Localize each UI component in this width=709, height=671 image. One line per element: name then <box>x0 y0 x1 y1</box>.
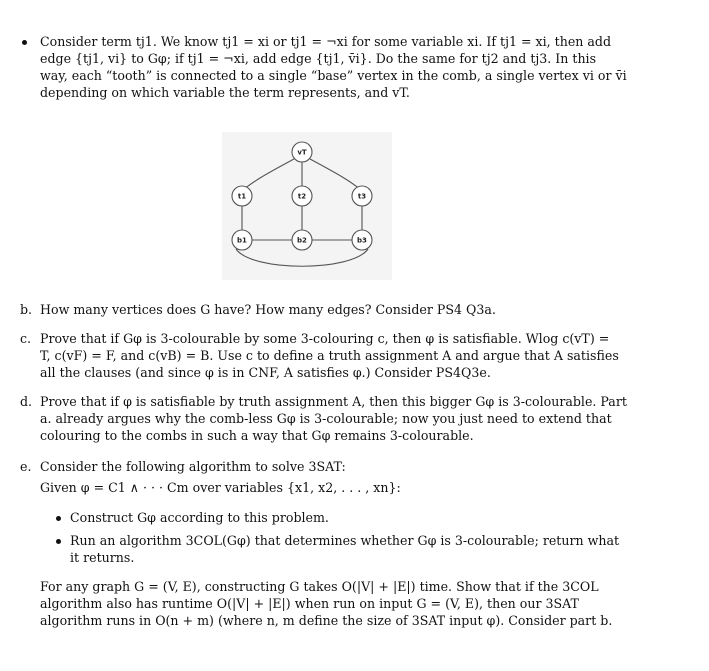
step-2-line-2: it returns. <box>70 550 135 565</box>
item-d-text <box>40 393 627 444</box>
step-2-line-1: Run an algorithm 3COL(Gφ) that determines whether Gφ is 3-colourable; return what <box>70 533 620 548</box>
item-c-line-2: T, c(vF) = F, and c(vB) = B. Use c to define a truth assignment A and argue that A satisfies <box>40 348 619 363</box>
item-b-line-1: How many vertices does G have? How many edges? Consider PS4 Q3a. <box>40 302 496 317</box>
intro-line-4: depending on which variable the term represents, and vT. <box>40 85 410 100</box>
item-c-line-1: Prove that if Gφ is 3-colourable by some 3-colouring c, then φ is satisfiable. Wlog c(vT) = <box>40 331 610 346</box>
vertex-t1-label: t1 <box>237 192 247 201</box>
vertex-t3-label: t3 <box>357 192 367 201</box>
item-e-line-1: Consider the following algorithm to solve 3SAT: <box>40 459 346 474</box>
item-b-text <box>40 301 496 318</box>
intro-paragraph <box>40 33 627 101</box>
closing-paragraph <box>40 578 612 629</box>
vertex-b3-label: b3 <box>357 236 367 245</box>
comb-graph-figure <box>222 132 392 280</box>
vertex-vT-label: vT <box>297 148 307 157</box>
item-e-line-2: Given φ = C1 ∧ · · · Cm over variables {x1, x2, . . . , xn}: <box>40 480 401 495</box>
item-c-text <box>40 330 619 381</box>
item-d-line-2: a. already argues why the comb-less Gφ is 3-colourable; now you just need to extend that <box>40 411 612 426</box>
step-1-text <box>70 509 329 526</box>
item-d-label: d. <box>20 394 33 409</box>
item-b-label: b. <box>20 302 33 317</box>
step-1-bullet <box>56 516 61 521</box>
vertex-b1-label: b1 <box>237 236 247 245</box>
intro-line-1: Consider term tj1. We know tj1 = xi or tj1 = ¬xi for some variable xi. If tj1 = xi, then add <box>40 34 612 49</box>
step-2-bullet <box>56 539 61 544</box>
step-2-text <box>70 532 619 566</box>
item-c-line-3: all the clauses (and since φ is in CNF, A satisfies φ.) Consider PS4Q3e. <box>40 365 491 380</box>
item-e-label: e. <box>20 459 32 474</box>
closing-line-3: algorithm runs in O(n + m) (where n, m define the size of 3SAT input φ). Consider part b. <box>40 613 613 628</box>
intro-bullet <box>22 40 27 45</box>
intro-line-3: way, each “tooth” is connected to a single “base” vertex in the comb, a single vertex vi or v̄i <box>40 68 627 83</box>
intro-line-2: edge {tj1, vi} to Gφ; if tj1 = ¬xi, add edge {tj1, v̄i}. Do the same for tj2 and tj3. In this <box>40 51 597 66</box>
item-e-text <box>40 458 401 496</box>
closing-line-1: For any graph G = (V, E), constructing G takes O(|V| + |E|) time. Show that if the 3COL <box>40 579 599 594</box>
item-d-line-1: Prove that if φ is satisfiable by truth assignment A, then this bigger Gφ is 3-colourable. Part <box>40 394 627 409</box>
item-d-line-3: colouring to the combs in such a way that Gφ remains 3-colourable. <box>40 428 474 443</box>
step-1-line-1: Construct Gφ according to this problem. <box>70 510 329 525</box>
vertex-t2-label: t2 <box>297 192 307 201</box>
item-c-label: c. <box>20 331 32 346</box>
closing-line-2: algorithm also has runtime O(|V| + |E|) when run on input G = (V, E), then our 3SAT <box>40 596 579 611</box>
vertex-b2-label: b2 <box>297 236 307 245</box>
